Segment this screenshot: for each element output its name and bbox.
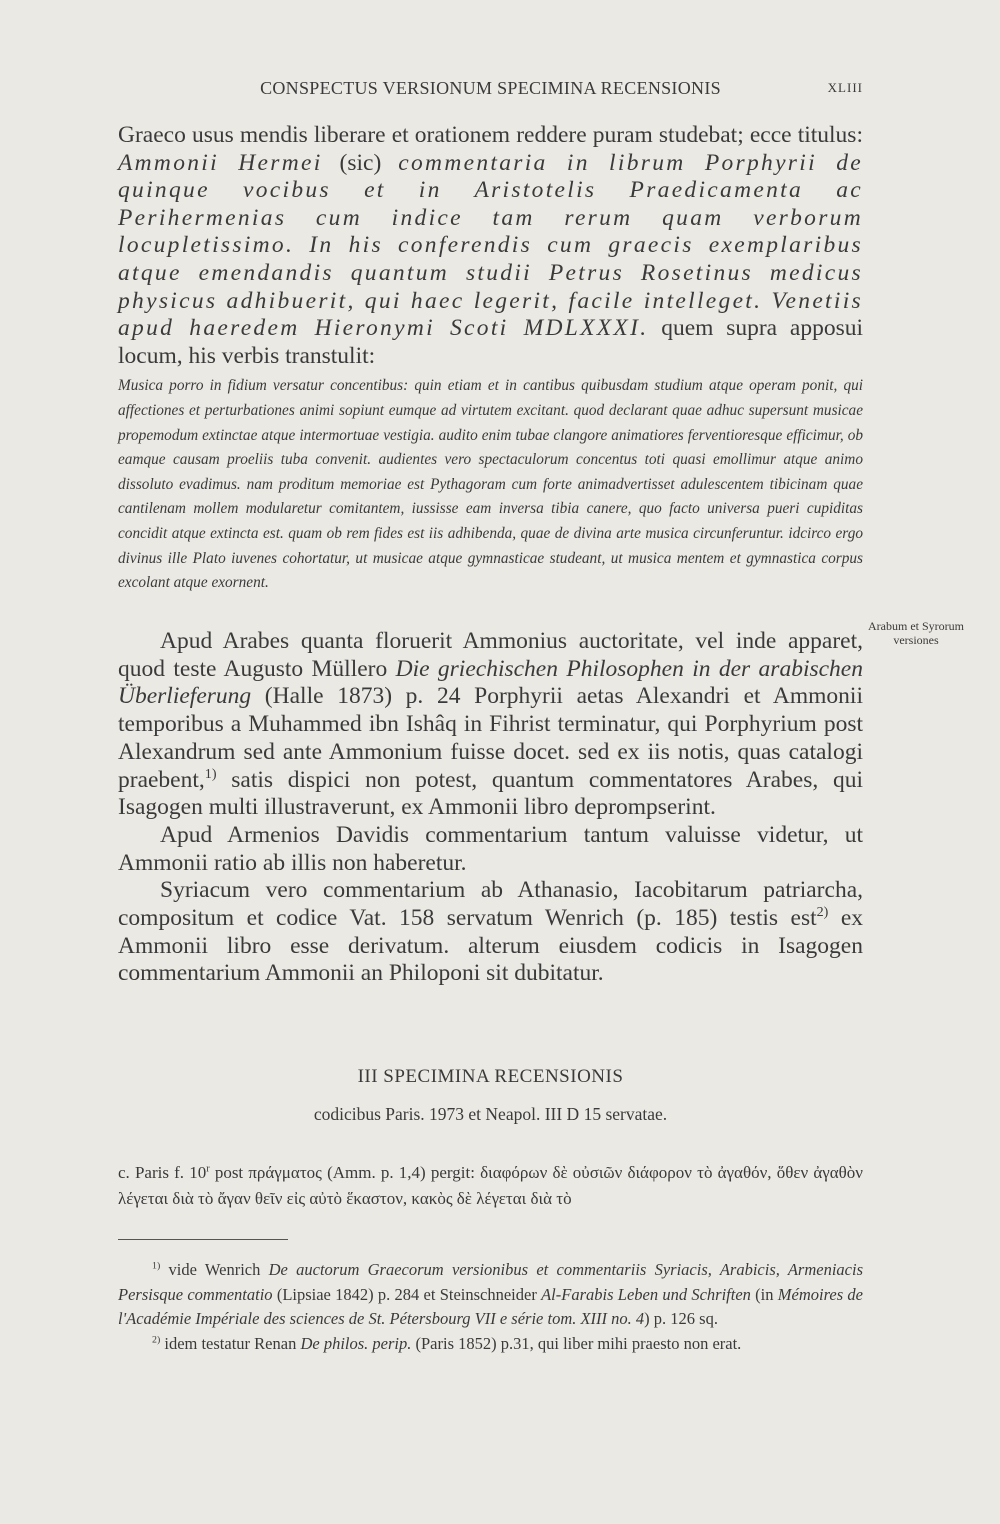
- greek-text-2: post πράγματος (Amm. p. 1,4) pergit: διαφόρων δὲ οὐσιῶν διάφορον τὸ ἀγαθόν, ὅθεν ἀγαθὸν λέγεται διὰ τὸ ἄγαν θεῖν εἰς αὐτὸ ἕκαστον, κακὸς δὲ λέγεται διὰ τὸ: [118, 1163, 863, 1208]
- paragraph-arabes: [118, 628, 863, 822]
- footnote-1-mark: 1): [152, 1260, 161, 1272]
- arabes-text-2: (Halle 1873) p. 24 Porphyrii aetas Alexandri et Ammonii temporibus a Muhammed ibn Ishâq in Fihrist terminatur, qui Porphyrium post Alexandrum sed ante Ammonium fuisse docet. sed ex iis notis, quas catalogi praebent,: [118, 683, 863, 793]
- footnote-ref-2: 2): [816, 904, 829, 921]
- fn2-text-1: idem testatur Renan: [160, 1333, 301, 1353]
- fn1-title-3: Mémoires de l'Académie Impériale des sciences de St. Pétersbourg VII e série tom. XIII no. 4: [118, 1284, 863, 1328]
- folio-recto-mark: r: [206, 1163, 210, 1175]
- main-text-bottom: [118, 628, 863, 988]
- footnote-divider: [118, 1239, 288, 1240]
- arabes-text-3: satis dispici non potest, quantum commentatores Arabes, qui Isagogen multi illustraverunt, ex Ammonii libro deprompserint.: [118, 766, 863, 821]
- footnotes: [118, 1258, 863, 1356]
- intro-text-sic: (sic): [322, 149, 399, 176]
- syriacum-text-2: ex Ammonii libro esse derivatum. alterum eiusdem codicis in Isagogen commentarium Ammonii an Philoponi sit dubitatur.: [118, 905, 864, 987]
- paragraph-armenios: Apud Armenios Davidis commentarium tantum valuisse videtur, ut Ammonii ratio ab illis non haberetur.: [118, 821, 863, 876]
- fn2-text-2: (Paris 1852) p.31, qui liber mihi praesto non erat.: [411, 1333, 742, 1353]
- intro-title-author: Ammonii Hermei: [118, 149, 323, 176]
- paragraph-syriacum: [118, 877, 863, 988]
- section-subheading: codicibus Paris. 1973 et Neapol. III D 15 servatae.: [313, 1104, 668, 1124]
- greek-specimen-paragraph: [118, 1160, 863, 1212]
- footnote-ref-1: 1): [204, 765, 217, 782]
- syriacum-text-1: Syriacum vero commentarium ab Athanasio, Iacobitarum patriarcha, compositum et codice Vat. 158 servatum Wenrich (p. 185) testis est: [118, 877, 863, 932]
- section-heading: III SPECIMINA RECENSIONIS: [357, 1066, 624, 1087]
- footnote-2-mark: 2): [152, 1334, 161, 1345]
- quote-block: Musica porro in fidium versatur concentibus: quin etiam et in cantibus quibusdam studium atque operam ponit, qui affectiones et perturbationes animi sopiunt eumque ad virtutem excitant. quod declarant quae adhuc supersunt musicae propemodum extinctae atque intermortuae vestigia. audito enim tubae clangore animatiores ferventioresque efficimur, ob eamque causam proeliis tuba convenit. audientes vero spectaculorum concentus toti quasi emollimur atque animo dissoluto evadimus. nam proditum memoriae est Pythagoram cum forte animadvertisset adulescentem tibicinam quae cantilenam mollem modularetur comitantem, iussisse eam inversa tibia canere, quo facto universa pueri cupiditas concidit atque extincta est. quam ob rem fides est iis adhibenda, quae de divina arte musica circunferuntur. idcirco ergo divinus ille Plato iuvenes cohortatur, ut musicae atque gymnasticae studeant, ut musica mentem et gymnastica corpus excolant atque exornent.: [118, 377, 863, 592]
- intro-book-title: commentaria in librum Porphyrii de quinque vocibus et in Aristotelis Praedicamenta ac Perihermenias cum indice tam rerum quam verborum locupletissimo. In his conferendis cum graecis exemplaribus atque emendandis quantum studii Petrus Rosetinus medicus physicus adhibuerit, qui haec legerit, facile intelleget. Venetiis apud haeredem Hieronymi Scoti MDLXXXI.: [118, 149, 863, 342]
- arabes-book-title: Die griechischen Philosophen in der arabischen Überlieferung: [118, 655, 863, 710]
- main-text-top: [118, 122, 863, 596]
- fn1-text-4: ) p. 126 sq.: [644, 1309, 718, 1328]
- fn1-text-2: (Lipsiae 1842) p. 284 et Steinschneider: [272, 1284, 542, 1304]
- fn1-text-1: vide Wenrich: [160, 1260, 269, 1279]
- intro-paragraph: [118, 122, 863, 370]
- fn1-title-2: Al-Farabis Leben und Schriften: [541, 1284, 751, 1304]
- arabes-text-1: Apud Arabes quanta floruerit Ammonius auctoritate, vel inde apparet, quod teste Augusto Müllero: [118, 628, 863, 682]
- margin-note: Arabum et Syrorum versiones: [868, 619, 964, 647]
- fn1-text-3: (in: [750, 1284, 778, 1304]
- running-head: [118, 78, 863, 99]
- intro-text-1: Graeco usus mendis liberare et orationem reddere puram studebat; ecce titulus:: [118, 122, 863, 148]
- footnote-1: [118, 1258, 863, 1332]
- footnote-2: [118, 1332, 863, 1357]
- page-number: XLIII: [827, 80, 863, 95]
- fn2-title: De philos. perip.: [300, 1333, 412, 1353]
- greek-text-1: c. Paris f. 10: [118, 1163, 207, 1182]
- running-head-title: CONSPECTUS VERSIONUM SPECIMINA RECENSIONIS: [260, 78, 721, 98]
- fn1-title-1: De auctorum Graecorum versionibus et commentariis Syriacis, Arabicis, Armeniacis Persisque commentatio: [118, 1260, 863, 1304]
- intro-text-2: quem supra apposui locum, his verbis transtulit:: [118, 315, 863, 369]
